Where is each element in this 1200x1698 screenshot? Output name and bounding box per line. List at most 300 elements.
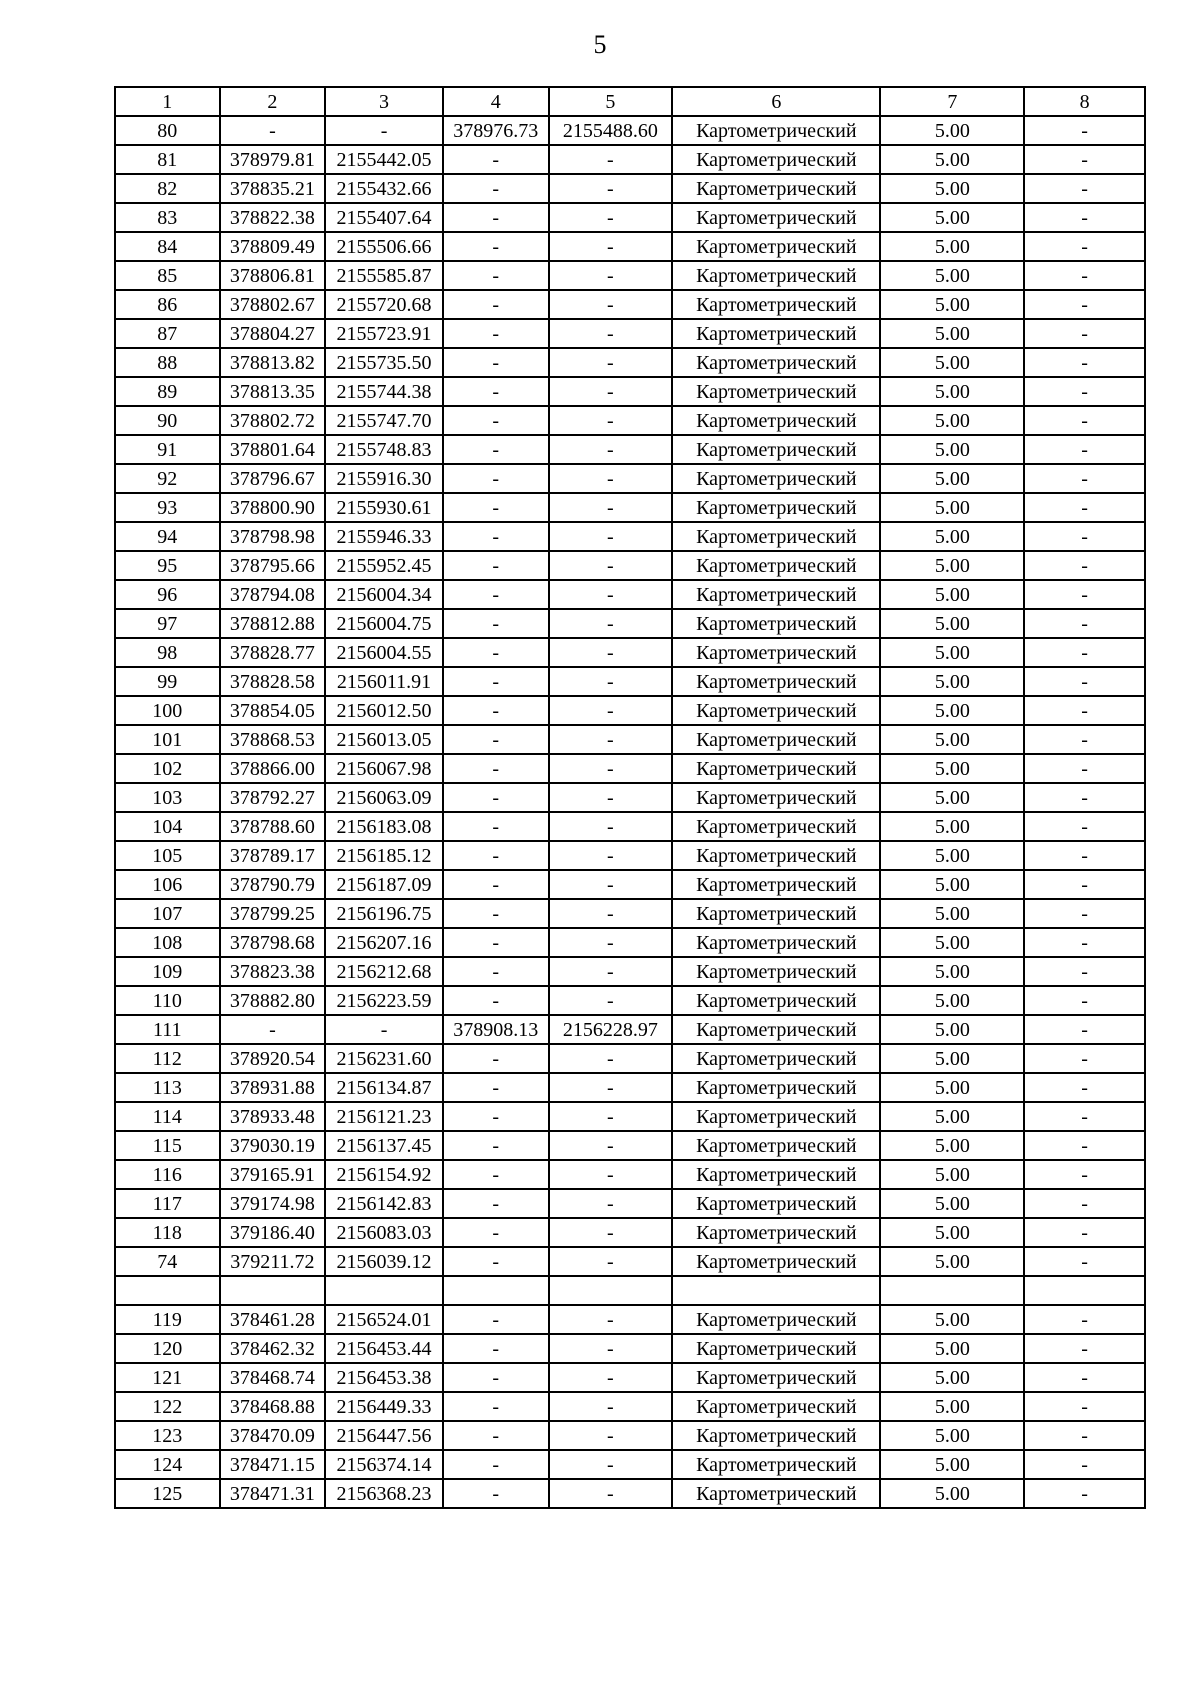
table-cell-col-6: Картометрический (672, 464, 880, 493)
table-cell-col-2: 378835.21 (220, 174, 326, 203)
table-cell-col-1: 108 (115, 928, 220, 957)
table-cell-col-2: 378801.64 (220, 435, 326, 464)
table-cell-col-3: 2155747.70 (325, 406, 443, 435)
table-cell-col-6: Картометрический (672, 261, 880, 290)
table-cell-col-4: - (443, 1363, 549, 1392)
table-cell-col-5: - (549, 145, 673, 174)
table-cell-col-4: - (443, 696, 549, 725)
table-row (115, 783, 1145, 812)
table-cell-col-2: 378868.53 (220, 725, 326, 754)
table-cell-col-4: - (443, 783, 549, 812)
table-cell-col-1: 106 (115, 870, 220, 899)
table-cell-col-8: - (1024, 1479, 1145, 1508)
table-row (115, 290, 1145, 319)
table-cell-col-1: 91 (115, 435, 220, 464)
table-cell-col-6: Картометрический (672, 667, 880, 696)
table-cell-col-7: 5.00 (880, 174, 1024, 203)
table-cell-col-2: - (220, 1015, 326, 1044)
table-cell-col-4: - (443, 986, 549, 1015)
table-cell-col-3: 2156067.98 (325, 754, 443, 783)
table-cell-col-2: 378796.67 (220, 464, 326, 493)
table-row (115, 899, 1145, 928)
table-cell-col-7: 5.00 (880, 754, 1024, 783)
table-row (115, 1305, 1145, 1334)
table-row (115, 812, 1145, 841)
table-row (115, 232, 1145, 261)
table-cell-col-6: Картометрический (672, 1131, 880, 1160)
column-header-3: 3 (325, 87, 443, 116)
table-cell-col-1: 90 (115, 406, 220, 435)
table-cell-col-5: - (549, 1073, 673, 1102)
table-cell-col-7: 5.00 (880, 1421, 1024, 1450)
table-cell-col-2: 378798.68 (220, 928, 326, 957)
table-cell-col-6: Картометрический (672, 841, 880, 870)
table-cell-col-8: - (1024, 667, 1145, 696)
table-cell-col-8: - (1024, 957, 1145, 986)
table-cell-col-1: 84 (115, 232, 220, 261)
table-cell-col-8: - (1024, 696, 1145, 725)
table-cell-col-4: - (443, 1044, 549, 1073)
table-cell-col-2: 378823.38 (220, 957, 326, 986)
table-cell-col-1: 86 (115, 290, 220, 319)
table-cell-col-2: 378813.82 (220, 348, 326, 377)
table-row (115, 957, 1145, 986)
column-header-7: 7 (880, 87, 1024, 116)
table-cell-col-1: 93 (115, 493, 220, 522)
column-header-2: 2 (220, 87, 326, 116)
page-number: 5 (593, 30, 607, 59)
table-row (115, 841, 1145, 870)
table-row (115, 754, 1145, 783)
table-row (115, 493, 1145, 522)
table-cell-col-1: 115 (115, 1131, 220, 1160)
table-cell-col-8: - (1024, 899, 1145, 928)
table-cell-col-3: 2155744.38 (325, 377, 443, 406)
table-cell-col-5: - (549, 696, 673, 725)
table-cell-col-4: - (443, 145, 549, 174)
column-header-8: 8 (1024, 87, 1145, 116)
table-row (115, 145, 1145, 174)
table-cell-col-1: 117 (115, 1189, 220, 1218)
table-cell-col-8: - (1024, 1218, 1145, 1247)
table-cell-col-3: 2155930.61 (325, 493, 443, 522)
table-cell-col-1: 120 (115, 1334, 220, 1363)
table-cell-col-1: 81 (115, 145, 220, 174)
table-cell-col-2: 379211.72 (220, 1247, 326, 1276)
table-cell-col-4: - (443, 1479, 549, 1508)
table-cell-col-6: Картометрический (672, 522, 880, 551)
table-row (115, 1363, 1145, 1392)
table-cell-col-8: - (1024, 1450, 1145, 1479)
table-cell-col-1: 116 (115, 1160, 220, 1189)
table-cell-col-8: - (1024, 261, 1145, 290)
table-cell-col-8: - (1024, 116, 1145, 145)
table-cell-col-3: 2156223.59 (325, 986, 443, 1015)
table-cell-col-6: Картометрический (672, 1450, 880, 1479)
table-cell-col-7: 5.00 (880, 928, 1024, 957)
table-cell-col-7 (880, 1276, 1024, 1305)
table-cell-col-4: - (443, 1218, 549, 1247)
table-cell-col-2: 379030.19 (220, 1131, 326, 1160)
table-cell-col-7: 5.00 (880, 1160, 1024, 1189)
table-cell-col-2: 378470.09 (220, 1421, 326, 1450)
table-cell-col-3: 2155946.33 (325, 522, 443, 551)
table-row (115, 1421, 1145, 1450)
table-cell-col-4: - (443, 203, 549, 232)
table-cell-col-3: 2156231.60 (325, 1044, 443, 1073)
table-cell-col-6: Картометрический (672, 203, 880, 232)
table-cell-col-2: 378882.80 (220, 986, 326, 1015)
table-cell-col-3: - (325, 1015, 443, 1044)
table-cell-col-6: Картометрический (672, 899, 880, 928)
table-cell-col-5: - (549, 609, 673, 638)
table-cell-col-7: 5.00 (880, 319, 1024, 348)
table-cell-col-6: Картометрический (672, 116, 880, 145)
table-cell-col-8: - (1024, 522, 1145, 551)
table-row (115, 464, 1145, 493)
table-cell-col-1: 124 (115, 1450, 220, 1479)
table-cell-col-7: 5.00 (880, 609, 1024, 638)
table-cell-col-6: Картометрический (672, 348, 880, 377)
table-cell-col-7: 5.00 (880, 1305, 1024, 1334)
table-row (115, 667, 1145, 696)
table-cell-col-7: 5.00 (880, 1102, 1024, 1131)
table-body (115, 116, 1145, 1508)
table-cell-col-3: 2156183.08 (325, 812, 443, 841)
table-cell-col-2: 378468.74 (220, 1363, 326, 1392)
table-cell-col-7: 5.00 (880, 435, 1024, 464)
table-cell-col-7: 5.00 (880, 116, 1024, 145)
table-cell-col-3: 2156063.09 (325, 783, 443, 812)
table-row (115, 522, 1145, 551)
table-cell-col-7: 5.00 (880, 696, 1024, 725)
table-cell-col-3: 2156004.55 (325, 638, 443, 667)
table-cell-col-4: - (443, 464, 549, 493)
table-cell-col-3: 2156524.01 (325, 1305, 443, 1334)
table-cell-col-3: 2156453.38 (325, 1363, 443, 1392)
table-row (115, 870, 1145, 899)
table-cell-col-1: 98 (115, 638, 220, 667)
table-cell-col-8: - (1024, 1189, 1145, 1218)
table-cell-col-3: 2156212.68 (325, 957, 443, 986)
table-cell-col-4: - (443, 1392, 549, 1421)
table-cell-col-8: - (1024, 1305, 1145, 1334)
table-cell-col-5: - (549, 435, 673, 464)
table-cell-col-6: Картометрический (672, 174, 880, 203)
table-cell-col-4: - (443, 1102, 549, 1131)
table-cell-col-4: - (443, 841, 549, 870)
table-cell-col-5: - (549, 290, 673, 319)
table-cell-col-1: 118 (115, 1218, 220, 1247)
table-cell-col-3: 2155748.83 (325, 435, 443, 464)
table-cell-col-2: 378806.81 (220, 261, 326, 290)
table-cell-col-2: 378792.27 (220, 783, 326, 812)
table-cell-col-1: 74 (115, 1247, 220, 1276)
table-cell-col-5: - (549, 812, 673, 841)
table-cell-col-1: 123 (115, 1421, 220, 1450)
table-cell-col-1: 87 (115, 319, 220, 348)
table-cell-col-4: - (443, 435, 549, 464)
table-row (115, 319, 1145, 348)
table-cell-col-1: 111 (115, 1015, 220, 1044)
table-cell-col-4: - (443, 348, 549, 377)
table-cell-col-8: - (1024, 1247, 1145, 1276)
table-cell-col-8: - (1024, 551, 1145, 580)
table-cell-col-4: - (443, 1247, 549, 1276)
table-cell-col-6: Картометрический (672, 493, 880, 522)
table-cell-col-5: - (549, 870, 673, 899)
table-cell-col-1: 121 (115, 1363, 220, 1392)
table-cell-col-3: 2155720.68 (325, 290, 443, 319)
table-cell-col-5: - (549, 551, 673, 580)
table-cell-col-4: - (443, 638, 549, 667)
table-cell-col-8: - (1024, 1160, 1145, 1189)
table-cell-col-7: 5.00 (880, 1334, 1024, 1363)
table-cell-col-4: - (443, 1421, 549, 1450)
table-cell-col-6: Картометрический (672, 870, 880, 899)
table-cell-col-8: - (1024, 986, 1145, 1015)
table-cell-col-5: - (549, 754, 673, 783)
table-cell-col-6: Картометрический (672, 696, 880, 725)
column-header-1: 1 (115, 87, 220, 116)
table-cell-col-6: Картометрический (672, 1015, 880, 1044)
table-row (115, 1276, 1145, 1305)
table-cell-col-3: 2155916.30 (325, 464, 443, 493)
table-cell-col-6: Картометрический (672, 406, 880, 435)
table-cell-col-5: - (549, 928, 673, 957)
table-cell-col-5: - (549, 1479, 673, 1508)
table-cell-col-1: 92 (115, 464, 220, 493)
table-row (115, 348, 1145, 377)
table-cell-col-2: 378920.54 (220, 1044, 326, 1073)
table-cell-col-6: Картометрический (672, 377, 880, 406)
table-cell-col-1: 80 (115, 116, 220, 145)
table-cell-col-4: - (443, 406, 549, 435)
table-row (115, 609, 1145, 638)
table-cell-col-3: 2156137.45 (325, 1131, 443, 1160)
table-cell-col-1: 112 (115, 1044, 220, 1073)
table-cell-col-5: - (549, 348, 673, 377)
table-cell-col-6: Картометрический (672, 1421, 880, 1450)
table-cell-col-1: 102 (115, 754, 220, 783)
table-cell-col-5: - (549, 522, 673, 551)
table-cell-col-1: 119 (115, 1305, 220, 1334)
table-cell-col-3: 2156368.23 (325, 1479, 443, 1508)
table-cell-col-2: 378813.35 (220, 377, 326, 406)
table-cell-col-3: 2155442.05 (325, 145, 443, 174)
table-cell-col-7: 5.00 (880, 290, 1024, 319)
table-cell-col-6: Картометрический (672, 232, 880, 261)
table-cell-col-4: - (443, 899, 549, 928)
table-cell-col-8: - (1024, 928, 1145, 957)
table-cell-col-5: - (549, 1305, 673, 1334)
table-cell-col-8: - (1024, 841, 1145, 870)
table-cell-col-7: 5.00 (880, 203, 1024, 232)
table-row (115, 203, 1145, 232)
table-cell-col-7: 5.00 (880, 1479, 1024, 1508)
table-cell-col-8: - (1024, 406, 1145, 435)
table-cell-col-8: - (1024, 232, 1145, 261)
table-cell-col-7: 5.00 (880, 522, 1024, 551)
table-cell-col-2: 378468.88 (220, 1392, 326, 1421)
table-cell-col-1: 94 (115, 522, 220, 551)
table-cell-col-7: 5.00 (880, 348, 1024, 377)
table-cell-col-3: 2156187.09 (325, 870, 443, 899)
table-cell-col-6: Картометрический (672, 754, 880, 783)
table-cell-col-8: - (1024, 812, 1145, 841)
table-cell-col-4: - (443, 725, 549, 754)
table-cell-col-4: - (443, 667, 549, 696)
table-cell-col-3: 2156447.56 (325, 1421, 443, 1450)
table-cell-col-7: 5.00 (880, 232, 1024, 261)
table-cell-col-1: 89 (115, 377, 220, 406)
table-cell-col-5: - (549, 1044, 673, 1073)
table-cell-col-7: 5.00 (880, 841, 1024, 870)
table-cell-col-4: - (443, 870, 549, 899)
table-row (115, 116, 1145, 145)
table-cell-col-4: - (443, 290, 549, 319)
table-cell-col-8: - (1024, 145, 1145, 174)
table-cell-col-5: - (549, 957, 673, 986)
table-cell-col-5: - (549, 986, 673, 1015)
table-cell-col-1: 122 (115, 1392, 220, 1421)
table-cell-col-5: - (549, 1421, 673, 1450)
table-cell-col-6: Картометрический (672, 986, 880, 1015)
table-cell-col-7: 5.00 (880, 464, 1024, 493)
table-cell-col-8: - (1024, 580, 1145, 609)
table-cell-col-6: Картометрический (672, 928, 880, 957)
table-cell-col-2 (220, 1276, 326, 1305)
table-cell-col-2: 378866.00 (220, 754, 326, 783)
table-cell-col-2: 378794.08 (220, 580, 326, 609)
table-cell-col-1: 95 (115, 551, 220, 580)
table-cell-col-1: 114 (115, 1102, 220, 1131)
table-cell-col-4: - (443, 580, 549, 609)
table-row (115, 725, 1145, 754)
table-cell-col-3: 2155506.66 (325, 232, 443, 261)
table-cell-col-1: 101 (115, 725, 220, 754)
table-row (115, 1015, 1145, 1044)
table-cell-col-5: - (549, 1189, 673, 1218)
table-cell-col-1: 107 (115, 899, 220, 928)
table-cell-col-7: 5.00 (880, 1015, 1024, 1044)
table-row (115, 435, 1145, 464)
table-cell-col-2: 378788.60 (220, 812, 326, 841)
table-cell-col-2: 378795.66 (220, 551, 326, 580)
table-cell-col-6: Картометрический (672, 1392, 880, 1421)
table-cell-col-8: - (1024, 783, 1145, 812)
table-cell-col-6: Картометрический (672, 957, 880, 986)
table-cell-col-8: - (1024, 1073, 1145, 1102)
table-cell-col-3: 2156374.14 (325, 1450, 443, 1479)
table-row (115, 261, 1145, 290)
table-cell-col-3: 2156449.33 (325, 1392, 443, 1421)
table-cell-col-4: - (443, 174, 549, 203)
table-cell-col-2: 379165.91 (220, 1160, 326, 1189)
table-cell-col-7: 5.00 (880, 580, 1024, 609)
coordinates-table (114, 86, 1146, 1509)
table-cell-col-1: 85 (115, 261, 220, 290)
table-cell-col-4: - (443, 377, 549, 406)
table-cell-col-3: - (325, 116, 443, 145)
table-cell-col-8: - (1024, 638, 1145, 667)
table-cell-col-2: 378812.88 (220, 609, 326, 638)
table-cell-col-5: - (549, 1102, 673, 1131)
table-cell-col-2: 378828.58 (220, 667, 326, 696)
table-cell-col-6: Картометрический (672, 725, 880, 754)
table-cell-col-7: 5.00 (880, 1218, 1024, 1247)
table-cell-col-4: - (443, 1305, 549, 1334)
table-cell-col-4: - (443, 1073, 549, 1102)
table-cell-col-7: 5.00 (880, 1247, 1024, 1276)
table-cell-col-2: 378802.72 (220, 406, 326, 435)
table-cell-col-7: 5.00 (880, 1450, 1024, 1479)
table-row (115, 1247, 1145, 1276)
table-cell-col-5: - (549, 841, 673, 870)
table-cell-col-2: 378471.15 (220, 1450, 326, 1479)
table-row (115, 1450, 1145, 1479)
column-header-4: 4 (443, 87, 549, 116)
table-cell-col-5: - (549, 232, 673, 261)
table-cell-col-4: - (443, 1160, 549, 1189)
table-cell-col-1: 110 (115, 986, 220, 1015)
header-row (115, 87, 1145, 116)
table-cell-col-2: 378799.25 (220, 899, 326, 928)
table-cell-col-3: 2156004.75 (325, 609, 443, 638)
table-cell-col-5: - (549, 725, 673, 754)
table-cell-col-7: 5.00 (880, 1044, 1024, 1073)
table-row (115, 580, 1145, 609)
table-cell-col-7: 5.00 (880, 957, 1024, 986)
table-cell-col-7: 5.00 (880, 783, 1024, 812)
table-cell-col-7: 5.00 (880, 812, 1024, 841)
table-cell-col-5: - (549, 1363, 673, 1392)
table-cell-col-3: 2156012.50 (325, 696, 443, 725)
table-row (115, 377, 1145, 406)
table-cell-col-3: 2156083.03 (325, 1218, 443, 1247)
table-cell-col-6: Картометрический (672, 435, 880, 464)
table-cell-col-2: 378471.31 (220, 1479, 326, 1508)
table-cell-col-8: - (1024, 203, 1145, 232)
table-cell-col-3: 2156185.12 (325, 841, 443, 870)
table-cell-col-4: - (443, 319, 549, 348)
table-cell-col-7: 5.00 (880, 725, 1024, 754)
table-cell-col-3: 2155735.50 (325, 348, 443, 377)
column-header-5: 5 (549, 87, 673, 116)
table-cell-col-2: 378931.88 (220, 1073, 326, 1102)
table-cell-col-8: - (1024, 290, 1145, 319)
table-cell-col-8: - (1024, 493, 1145, 522)
table-cell-col-1: 125 (115, 1479, 220, 1508)
table-row (115, 1479, 1145, 1508)
table-cell-col-5: - (549, 406, 673, 435)
table-cell-col-2: 378804.27 (220, 319, 326, 348)
table-cell-col-1: 99 (115, 667, 220, 696)
table-cell-col-5: - (549, 783, 673, 812)
table-cell-col-2: 378933.48 (220, 1102, 326, 1131)
table-cell-col-5 (549, 1276, 673, 1305)
table-cell-col-4: - (443, 928, 549, 957)
table-cell-col-8: - (1024, 1421, 1145, 1450)
table-cell-col-4: - (443, 551, 549, 580)
table-cell-col-7: 5.00 (880, 1189, 1024, 1218)
table-cell-col-2: 379174.98 (220, 1189, 326, 1218)
table-cell-col-3: 2156154.92 (325, 1160, 443, 1189)
table-cell-col-7: 5.00 (880, 986, 1024, 1015)
table-cell-col-2: 378822.38 (220, 203, 326, 232)
table-cell-col-7: 5.00 (880, 638, 1024, 667)
table-row (115, 1189, 1145, 1218)
